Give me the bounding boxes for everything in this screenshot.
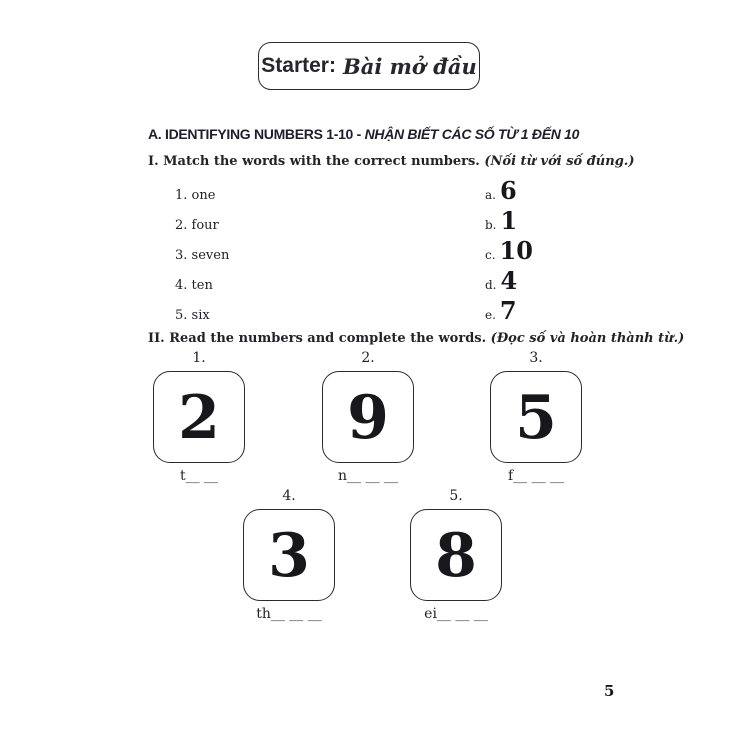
- match-option: [485, 296, 547, 325]
- match-index: 1.: [175, 188, 188, 203]
- match-row: [175, 206, 547, 239]
- unit-title-en: Starter:: [261, 54, 336, 77]
- unit-title-vi: Bài mở đầu: [342, 53, 477, 79]
- card-box: [153, 371, 245, 463]
- section-heading-vi: NHẬN BIẾT CÁC SỐ TỪ 1 ĐẾN 10: [364, 126, 580, 142]
- number-card: [410, 488, 502, 622]
- section-heading-en: A. IDENTIFYING NUMBERS 1-10 -: [148, 126, 361, 142]
- match-index: 3.: [175, 248, 188, 263]
- card-box: [243, 509, 335, 601]
- number-card: [243, 488, 335, 622]
- exercise2-instruction: [148, 331, 684, 346]
- card-digit: 9: [347, 383, 389, 453]
- option-number: 6: [499, 176, 517, 205]
- card-box: [410, 509, 502, 601]
- option-number: 1: [500, 206, 518, 235]
- card-answer-blank: th__ __ __: [256, 606, 322, 622]
- match-index: 5.: [175, 308, 188, 323]
- option-number: 4: [500, 266, 518, 295]
- match-word-text: seven: [191, 248, 230, 263]
- number-card: [153, 350, 245, 484]
- option-letter: e.: [485, 308, 496, 322]
- option-letter: a.: [485, 188, 496, 202]
- card-digit: 5: [515, 383, 557, 453]
- option-letter: c.: [485, 248, 496, 262]
- match-index: 2.: [175, 218, 188, 233]
- match-word-text: one: [191, 188, 216, 203]
- card-label: 5.: [449, 488, 463, 504]
- unit-title-box: [258, 42, 480, 90]
- option-letter: d.: [485, 278, 497, 292]
- card-label: 1.: [192, 350, 206, 366]
- exercise2-instruction-en: II. Read the numbers and complete the words.: [148, 331, 487, 346]
- card-label: 3.: [529, 350, 543, 366]
- card-answer-blank: ei__ __ __: [424, 606, 488, 622]
- match-index: 4.: [175, 278, 188, 293]
- number-card: [322, 350, 414, 484]
- match-word: [175, 218, 219, 233]
- card-answer-blank: t__ __: [179, 468, 219, 484]
- exercise1-instruction-vi: (Nối từ với số đúng.): [484, 154, 635, 169]
- match-option: [485, 206, 547, 235]
- option-letter: b.: [485, 218, 497, 232]
- match-row: [175, 236, 547, 269]
- match-word-text: six: [191, 308, 210, 323]
- card-box: [490, 371, 582, 463]
- card-box: [322, 371, 414, 463]
- exercise2-instruction-vi: (Đọc số và hoàn thành từ.): [490, 331, 685, 346]
- match-row: [175, 176, 547, 209]
- match-row: [175, 296, 547, 329]
- card-label: 2.: [361, 350, 375, 366]
- card-digit: 8: [435, 521, 477, 591]
- match-word-text: ten: [191, 278, 213, 293]
- match-word: [175, 248, 229, 263]
- match-option: [485, 266, 547, 295]
- exercise1-instruction-en: I. Match the words with the correct numbers.: [148, 154, 480, 169]
- option-number: 10: [499, 236, 533, 265]
- matching-exercise: [175, 176, 547, 329]
- card-digit: 3: [268, 521, 310, 591]
- number-card: [490, 350, 582, 484]
- card-answer-blank: n__ __ __: [338, 468, 398, 484]
- section-heading: [148, 126, 579, 142]
- match-row: [175, 266, 547, 299]
- match-word: [175, 308, 210, 323]
- match-word: [175, 278, 213, 293]
- exercise1-instruction: [148, 154, 634, 169]
- card-digit: 2: [178, 383, 220, 453]
- match-word: [175, 188, 215, 203]
- page-number: 5: [604, 682, 615, 700]
- match-option: [485, 176, 547, 205]
- card-label: 4.: [282, 488, 296, 504]
- card-answer-blank: f__ __ __: [507, 468, 565, 484]
- match-word-text: four: [191, 218, 219, 233]
- option-number: 7: [499, 296, 517, 325]
- match-option: [485, 236, 547, 265]
